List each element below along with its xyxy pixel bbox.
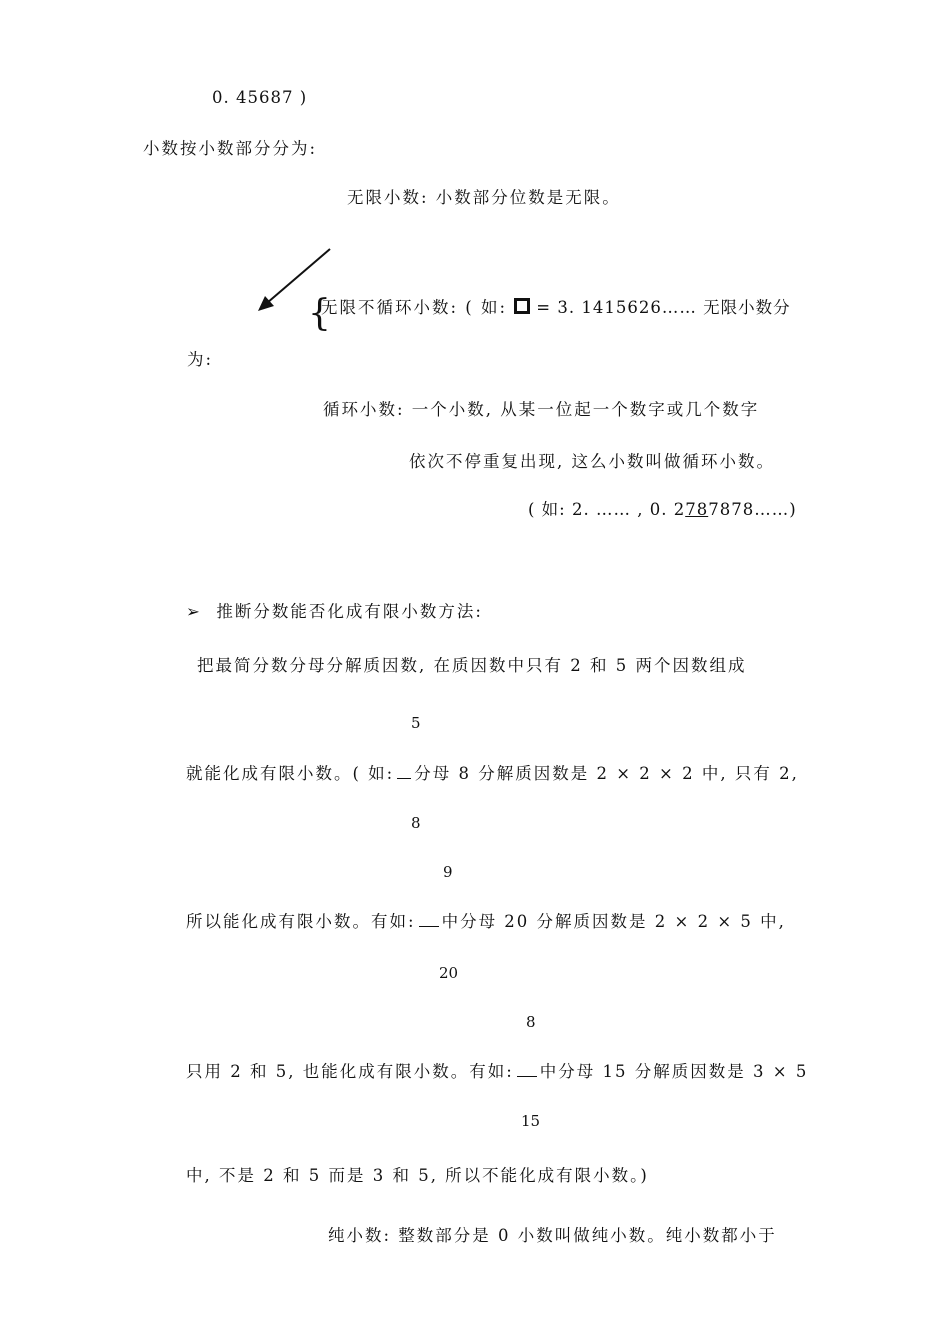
fraction-denominator: 20 <box>439 964 459 982</box>
text-line <box>186 1062 808 1082</box>
fraction-bar <box>397 768 411 779</box>
text-line: 无限小数: 小数部分位数是无限。 <box>347 188 621 207</box>
text-line <box>186 602 483 622</box>
text-segment: = 3. 1415626…… 无限小数分 <box>536 298 791 317</box>
text-line: 小数按小数部分分为: <box>143 139 318 158</box>
text-line: 把最简分数分母分解质因数, 在质因数中只有 2 和 5 两个因数组成 <box>197 656 747 675</box>
text-segment: 推断分数能否化成有限小数方法: <box>216 602 483 621</box>
text-line <box>186 764 799 784</box>
brace-icon: { <box>308 293 331 334</box>
text-line <box>528 500 797 520</box>
fraction-bar <box>419 916 439 927</box>
fraction-denominator: 15 <box>521 1112 541 1130</box>
text-line: 循环小数: 一个小数, 从某一位起一个数字或几个数字 <box>323 400 760 419</box>
text-segment: 只用 2 和 5, 也能化成有限小数。有如: <box>186 1062 514 1081</box>
text-segment: ( 如: 2. …… , 0. 2 <box>528 500 686 519</box>
text-line: 纯小数: 整数部分是 0 小数叫做纯小数。纯小数都小于 <box>328 1226 777 1245</box>
fraction-numerator: 5 <box>411 714 421 732</box>
text-line: 0. 45687 ) <box>212 88 308 107</box>
text-line: 依次不停重复出现, 这么小数叫做循环小数。 <box>409 452 775 471</box>
text-segment: 中分母 15 分解质因数是 3 × 5 <box>539 1062 809 1081</box>
text-segment: 7878……) <box>708 500 797 519</box>
fraction-numerator: 8 <box>526 1013 536 1031</box>
fraction-denominator: 8 <box>411 814 421 832</box>
fraction-numerator: 9 <box>443 863 453 881</box>
text-segment: 所以能化成有限小数。有如: <box>186 912 416 931</box>
repeating-digits: 78 <box>685 500 709 519</box>
fraction-bar <box>517 1066 537 1077</box>
square-icon <box>514 298 530 314</box>
text-segment: 中分母 20 分解质因数是 2 × 2 × 5 中, <box>441 912 786 931</box>
text-segment: 就能化成有限小数。( 如: <box>186 764 395 783</box>
text-line: 为: <box>187 350 214 369</box>
bullet-icon: ➢ <box>186 602 202 621</box>
text-segment: 分母 8 分解质因数是 2 × 2 × 2 中, 只有 2, <box>414 764 799 783</box>
text-line <box>186 912 786 932</box>
text-line: 中, 不是 2 和 5 而是 3 和 5, 所以不能化成有限小数。) <box>186 1166 649 1185</box>
text-line <box>321 298 791 318</box>
text-segment: 无限不循环小数: ( 如: <box>321 298 508 317</box>
